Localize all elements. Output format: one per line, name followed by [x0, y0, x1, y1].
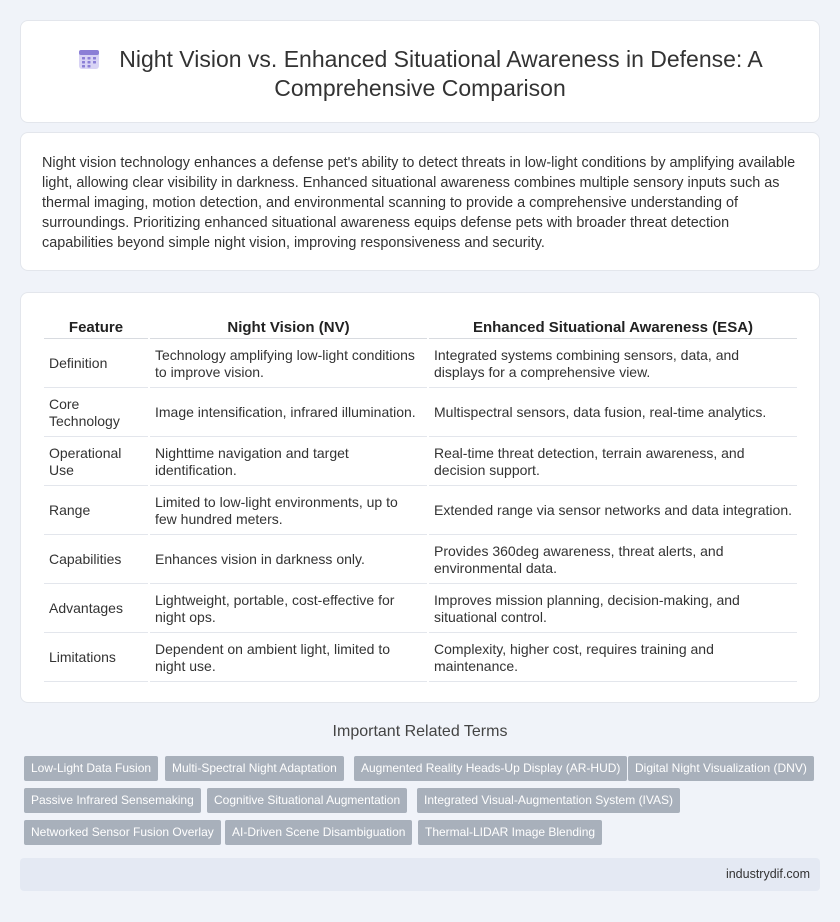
calendar-grid-icon [77, 47, 101, 71]
title-card [20, 20, 820, 123]
header-esa: Enhanced Situational Awareness (ESA) [429, 317, 797, 339]
related-tag-ivas[interactable]: Integrated Visual-Augmentation System (IVAS) [417, 788, 680, 813]
table-row [44, 341, 797, 388]
table-row [44, 586, 797, 633]
row-feature: Definition [44, 341, 148, 388]
header-night-vision: Night Vision (NV) [150, 317, 427, 339]
row-feature: Capabilities [44, 537, 148, 584]
related-tag-cognitive-situational-augmentation[interactable]: Cognitive Situational Augmentation [207, 788, 407, 813]
intro-paragraph: Night vision technology enhances a defense pet's ability to detect threats in low-light conditions by amplifying available light, allowing clear visibility in darkness. Enhanced situational awareness combines multiple sensory inputs such as thermal imaging, motion detection, and environmental scanning to provide a comprehensive understanding of surroundings. Prioritizing enhanced situational awareness equips defense pets with broader threat detection capabilities beyond simple night vision, improving responsiveness and security. [42, 155, 796, 251]
row-night-vision: Technology amplifying low-light conditions to improve vision. [150, 341, 427, 388]
row-esa: Improves mission planning, decision-making, and situational control. [429, 586, 797, 633]
row-feature: Limitations [44, 635, 148, 682]
related-tag-ar-hud[interactable]: Augmented Reality Heads-Up Display (AR-HUD) [354, 756, 627, 781]
table-row [44, 488, 797, 535]
related-tag-thermal-lidar-image-blending[interactable]: Thermal-LIDAR Image Blending [418, 820, 602, 845]
related-tag-networked-sensor-fusion-overlay[interactable]: Networked Sensor Fusion Overlay [24, 820, 221, 845]
footer [20, 858, 820, 891]
row-feature: Operational Use [44, 439, 148, 486]
row-night-vision: Lightweight, portable, cost-effective for night ops. [150, 586, 427, 633]
row-esa: Complexity, higher cost, requires training and maintenance. [429, 635, 797, 682]
related-tag-passive-infrared-sensemaking[interactable]: Passive Infrared Sensemaking [24, 788, 201, 813]
row-feature: Core Technology [44, 390, 148, 437]
table-header-row [44, 317, 797, 339]
page-title-text: Night Vision vs. Enhanced Situational Awareness in Defense: A Comprehensive Comparison [119, 46, 763, 101]
row-esa: Extended range via sensor networks and data integration. [429, 488, 797, 535]
row-esa: Integrated systems combining sensors, data, and displays for a comprehensive view. [429, 341, 797, 388]
row-esa: Multispectral sensors, data fusion, real-time analytics. [429, 390, 797, 437]
table-row [44, 439, 797, 486]
related-terms-title: Important Related Terms [332, 723, 508, 740]
table-row [44, 537, 797, 584]
row-esa: Real-time threat detection, terrain awareness, and decision support. [429, 439, 797, 486]
related-tag-dnv[interactable]: Digital Night Visualization (DNV) [628, 756, 814, 781]
related-tag-ai-driven-scene-disambiguation[interactable]: AI-Driven Scene Disambiguation [225, 820, 412, 845]
row-feature: Advantages [44, 586, 148, 633]
row-night-vision: Limited to low-light environments, up to few hundred meters. [150, 488, 427, 535]
intro-card [20, 132, 820, 271]
row-night-vision: Dependent on ambient light, limited to night use. [150, 635, 427, 682]
row-esa: Provides 360deg awareness, threat alerts, and environmental data. [429, 537, 797, 584]
row-night-vision: Nighttime navigation and target identification. [150, 439, 427, 486]
row-night-vision: Image intensification, infrared illumination. [150, 390, 427, 437]
comparison-card [20, 292, 820, 703]
row-feature: Range [44, 488, 148, 535]
footer-site-link[interactable]: industrydif.com [725, 867, 810, 881]
header-feature: Feature [44, 317, 148, 339]
table-row [44, 390, 797, 437]
row-night-vision: Enhances vision in darkness only. [150, 537, 427, 584]
related-tag-low-light-data-fusion[interactable]: Low-Light Data Fusion [24, 756, 158, 781]
page-title [21, 45, 819, 103]
related-tag-multi-spectral-night-adaptation[interactable]: Multi-Spectral Night Adaptation [165, 756, 344, 781]
comparison-table [42, 315, 799, 684]
table-row [44, 635, 797, 682]
